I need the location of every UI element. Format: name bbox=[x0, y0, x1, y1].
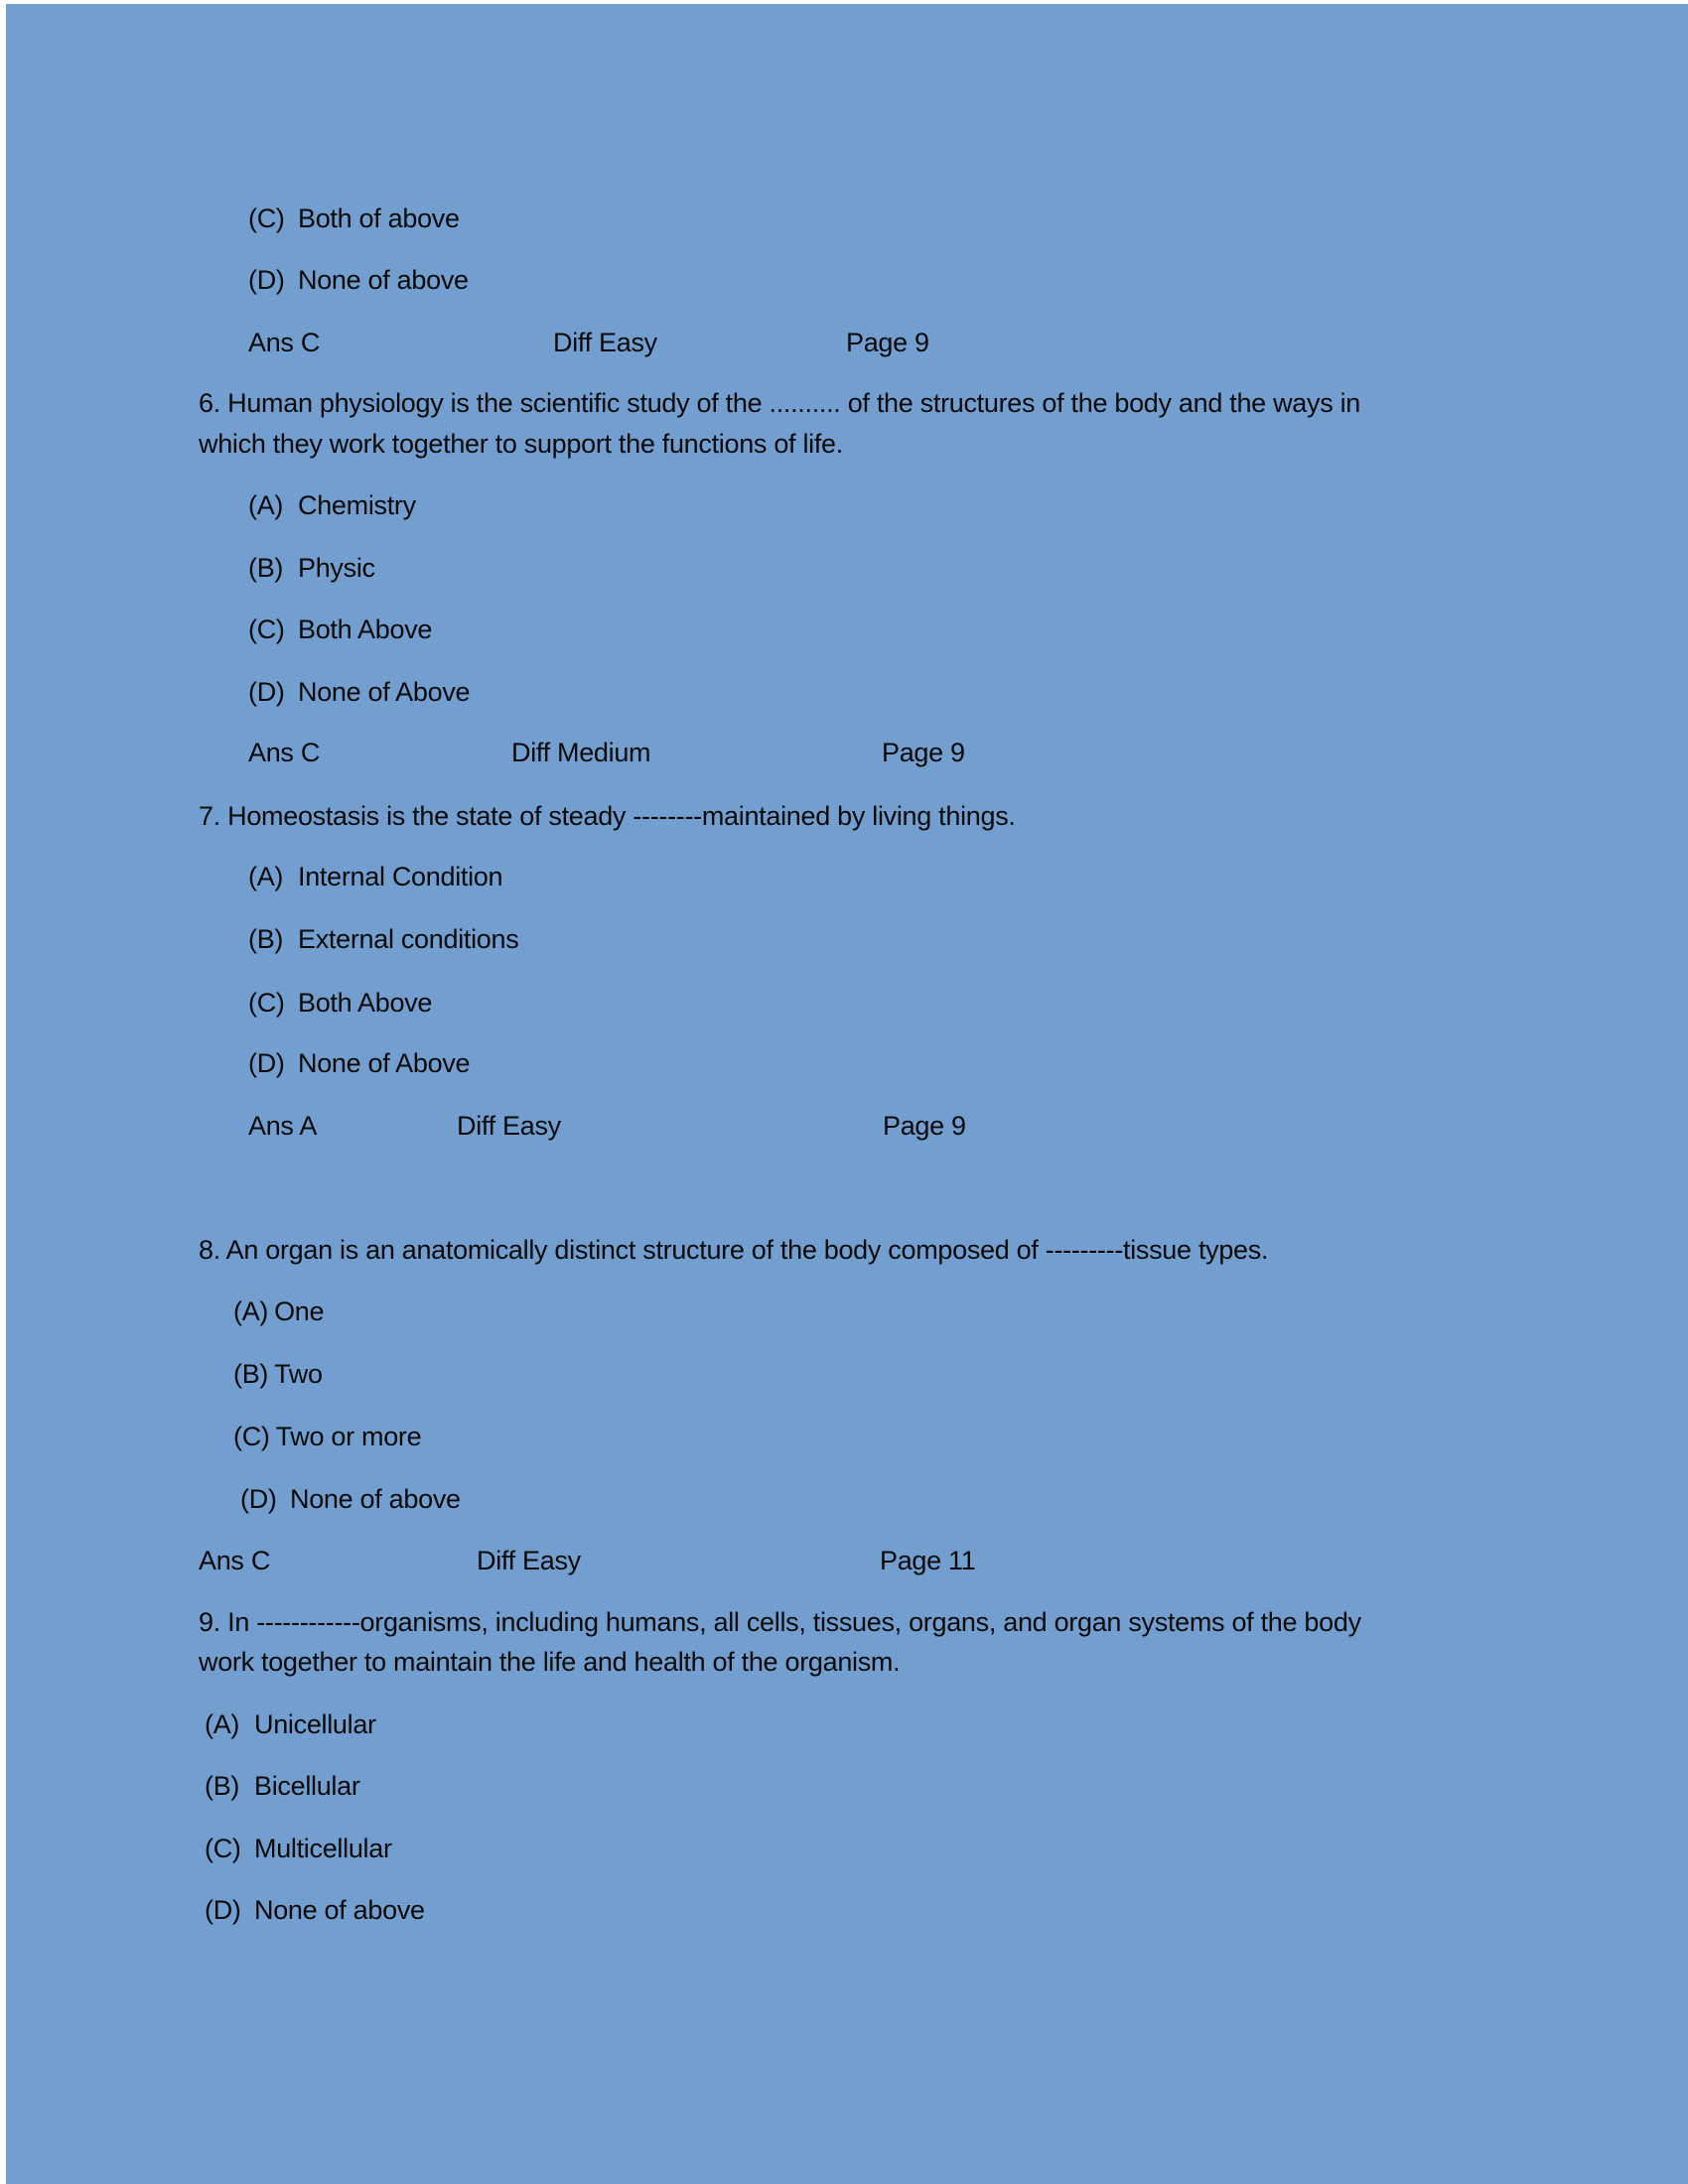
option-text: None of above bbox=[290, 1484, 461, 1514]
question-6-option-b bbox=[248, 551, 375, 585]
answer-label: Ans C bbox=[248, 328, 321, 357]
option-letter: (C) bbox=[248, 204, 285, 233]
question-7-option-d bbox=[248, 1046, 470, 1080]
question-6-text-line2: which they work together to support the functions of life. bbox=[199, 429, 843, 459]
question-8-difficulty: Diff Easy bbox=[477, 1546, 581, 1575]
question-6-option-c bbox=[248, 613, 432, 646]
option-letter: (C) bbox=[233, 1422, 270, 1451]
question-9-text-line2: work together to maintain the life and health of the organism. bbox=[199, 1647, 901, 1677]
question-8-option-a bbox=[233, 1295, 324, 1328]
question-6-difficulty: Diff Medium bbox=[511, 738, 651, 767]
option-text: None of Above bbox=[298, 1048, 471, 1078]
option-text: Unicellular bbox=[254, 1709, 376, 1739]
question-9-option-b bbox=[205, 1769, 360, 1803]
option-text: Two bbox=[274, 1359, 323, 1389]
option-text: Physic bbox=[298, 553, 375, 583]
question-6-option-a bbox=[248, 488, 416, 522]
option-letter: (C) bbox=[205, 1834, 241, 1863]
option-letter: (D) bbox=[240, 1484, 277, 1514]
question-8-page-ref: Page 11 bbox=[880, 1546, 976, 1575]
option-letter: (B) bbox=[233, 1359, 269, 1389]
question-8-option-c bbox=[233, 1420, 421, 1453]
option-text: Bicellular bbox=[254, 1771, 360, 1801]
question-6-answer: Ans C bbox=[248, 738, 321, 767]
option-letter: (B) bbox=[248, 553, 284, 583]
option-text: None of above bbox=[298, 265, 469, 295]
option-letter: (D) bbox=[248, 1048, 285, 1078]
option-text: External conditions bbox=[298, 924, 519, 954]
question-6-option-d bbox=[248, 675, 470, 709]
question-7-option-c bbox=[248, 986, 432, 1020]
option-text: Chemistry bbox=[298, 490, 416, 520]
question-8-option-b bbox=[233, 1357, 323, 1391]
page-ref-label: Page 9 bbox=[846, 328, 929, 357]
option-letter: (B) bbox=[205, 1771, 240, 1801]
option-text: One bbox=[274, 1297, 325, 1326]
question-9-option-d bbox=[205, 1893, 425, 1927]
question-9-option-c bbox=[205, 1832, 392, 1865]
question-9-text-line1: 9. In ------------organisms, including humans, all cells, tissues, organs, and organ systems of the body bbox=[199, 1607, 1361, 1637]
question-9-option-a bbox=[205, 1707, 376, 1741]
question-7-page-ref: Page 9 bbox=[883, 1111, 966, 1141]
option-text: Both of above bbox=[298, 204, 460, 233]
option-letter: (D) bbox=[205, 1895, 241, 1925]
option-letter: (D) bbox=[248, 677, 285, 707]
question-7-text: 7. Homeostasis is the state of steady --------maintained by living things. bbox=[199, 801, 1016, 831]
question-8-text: 8. An organ is an anatomically distinct structure of the body composed of ---------tissue types. bbox=[199, 1235, 1269, 1265]
document-page bbox=[6, 4, 1688, 2184]
option-letter: (A) bbox=[248, 490, 284, 520]
option-letter: (A) bbox=[205, 1709, 240, 1739]
difficulty-label: Diff Easy bbox=[553, 328, 657, 357]
option-text: None of above bbox=[254, 1895, 425, 1925]
option-text: Both Above bbox=[298, 988, 433, 1018]
question-8-option-d bbox=[240, 1482, 461, 1516]
question-6-text-line1: 6. Human physiology is the scientific study of the .......... of the structures of the body and the ways in bbox=[199, 388, 1361, 418]
option-text: Two or more bbox=[275, 1422, 422, 1451]
question-7-option-b bbox=[248, 922, 518, 956]
option-letter: (A) bbox=[233, 1297, 269, 1326]
option-text: None of Above bbox=[298, 677, 471, 707]
question-6-page-ref: Page 9 bbox=[882, 738, 965, 767]
option-letter: (D) bbox=[248, 265, 285, 295]
option-letter: (B) bbox=[248, 924, 284, 954]
option-letter: (C) bbox=[248, 988, 285, 1018]
option-d bbox=[248, 263, 469, 297]
option-letter: (C) bbox=[248, 614, 285, 644]
question-8-answer: Ans C bbox=[199, 1546, 271, 1575]
option-letter: (A) bbox=[248, 862, 284, 891]
option-text: Both Above bbox=[298, 614, 433, 644]
question-7-option-a bbox=[248, 860, 502, 893]
option-text: Multicellular bbox=[254, 1834, 392, 1863]
option-text: Internal Condition bbox=[298, 862, 503, 891]
question-7-answer: Ans A bbox=[248, 1111, 318, 1141]
question-7-difficulty: Diff Easy bbox=[457, 1111, 561, 1141]
option-c bbox=[248, 202, 460, 235]
